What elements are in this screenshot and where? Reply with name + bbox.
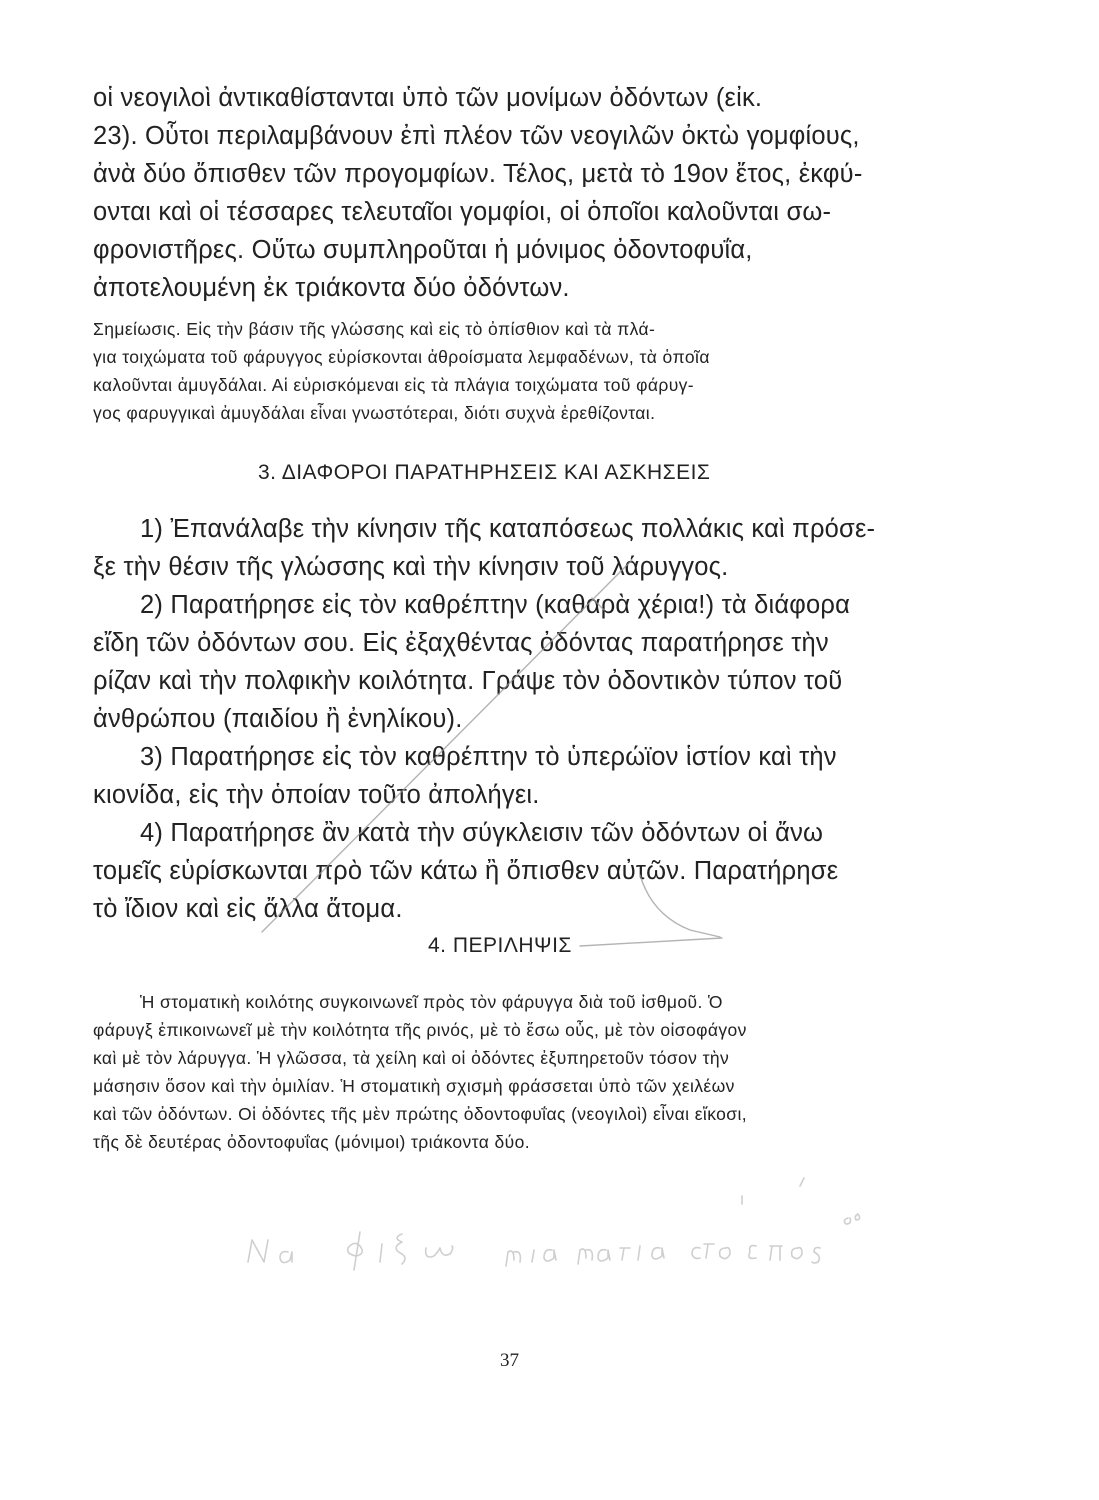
note-line: γος φαρυγγικαὶ ἀμυγδάλαι εἶναι γνωστότεραι, διότι συχνὰ ἐρεθίζονται. [93, 403, 656, 423]
summary-line: Ἡ στοματικὴ κοιλότης συγκοινωνεῖ πρὸς τὸν φάρυγγα διὰ τοῦ ἰσθμοῦ. Ὁ [140, 992, 723, 1012]
page-number: 37 [500, 1350, 519, 1371]
section-4-heading: 4. ΠΕΡΙΛΗΨΙΣ [428, 934, 572, 957]
summary-line: μάσησιν ὅσον καὶ τὴν ὁμιλίαν. Ἡ στοματικὴ σχισμὴ φράσσεται ὑπὸ τῶν χειλέων [93, 1076, 735, 1096]
note-line: για τοιχώματα τοῦ φάρυγγος εὑρίσκονται ἀθροίσματα λεμφαδένων, τὰ ὁποῖα [93, 347, 710, 367]
summary-line: τῆς δὲ δευτέρας ὀδοντοφυΐας (μόνιμοι) τριάκοντα δύο. [93, 1132, 531, 1152]
exercise-line: 3) Παρατήρησε εἰς τὸν καθρέπτην τὸ ὑπερώϊον ἱστίον καὶ τὴν [140, 743, 837, 771]
intro-line: φρονιστῆρες. Οὕτω συμπληροῦται ἡ μόνιμος ὀδοντοφυΐα, [93, 236, 753, 264]
summary-line: καὶ μὲ τὸν λάρυγγα. Ἡ γλῶσσα, τὰ χείλη καὶ οἱ ὀδόντες ἐξυπηρετοῦν τόσον τὴν [93, 1048, 730, 1068]
exercise-line: εἴδη τῶν ὀδόντων σου. Εἰς ἐξαχθέντας ὀδόντας παρατήρησε τὴν [93, 629, 829, 657]
exercise-line: ρίζαν καὶ τὴν πολφικὴν κοιλότητα. Γράψε τὸν ὀδοντικὸν τύπον τοῦ [93, 667, 843, 695]
exercise-line: τὸ ἴδιον καὶ εἰς ἄλλα ἄτομα. [93, 895, 403, 923]
intro-line: 23). Οὗτοι περιλαμβάνουν ἐπὶ πλέον τῶν νεογιλῶν ὀκτὼ γομφίους, [93, 122, 860, 150]
handwritten-scribble [248, 1178, 860, 1270]
note-line: Σημείωσις. Εἰς τὴν βάσιν τῆς γλώσσης καὶ εἰς τὸ ὀπίσθιον καὶ τὰ πλά- [93, 319, 656, 339]
exercise-line: ἀνθρώπου (παιδίου ἢ ἐνηλίκου). [93, 705, 463, 733]
intro-line: οἱ νεογιλοὶ ἀντικαθίστανται ὑπὸ τῶν μονίμων ὀδόντων (εἰκ. [93, 84, 763, 112]
note-line: καλοῦνται ἀμυγδάλαι. Αἱ εὑρισκόμεναι εἰς τὰ πλάγια τοιχώματα τοῦ φάρυγ- [93, 375, 695, 395]
exercise-line: 1) Ἐπανάλαβε τὴν κίνησιν τῆς καταπόσεως πολλάκις καὶ πρόσε- [140, 515, 876, 543]
exercise-line: κιονίδα, εἰς τὴν ὁποίαν τοῦτο ἀπολήγει. [93, 781, 540, 809]
summary-line: καὶ τῶν ὀδόντων. Οἱ ὀδόντες τῆς μὲν πρώτης ὀδοντοφυΐας (νεογιλοὶ) εἶναι εἴκοσι, [93, 1104, 748, 1124]
intro-line: ονται καὶ οἱ τέσσαρες τελευταῖοι γομφίοι, οἱ ὁποῖοι καλοῦνται σω- [93, 198, 832, 226]
exercise-line: τομεῖς εὑρίσκωνται πρὸ τῶν κάτω ἢ ὄπισθεν αὐτῶν. Παρατήρησε [93, 857, 839, 885]
exercise-line: 2) Παρατήρησε εἰς τὸν καθρέπτην (καθαρὰ χέρια!) τὰ διάφορα [140, 591, 851, 619]
section-3-heading: 3. ΔΙΑΦΟΡΟΙ ΠΑΡΑΤΗΡΗΣΕΙΣ ΚΑΙ ΑΣΚΗΣΕΙΣ [258, 461, 711, 484]
intro-line: ἀνὰ δύο ὄπισθεν τῶν προγομφίων. Τέλος, μετὰ τὸ 19ον ἔτος, ἐκφύ- [93, 160, 863, 188]
summary-line: φάρυγξ ἐπικοινωνεῖ μὲ τὴν κοιλότητα τῆς ρινός, μὲ τὸ ἔσω οὖς, μὲ τὸν οἰσοφάγον [93, 1020, 747, 1040]
exercise-line: ξε τὴν θέσιν τῆς γλώσσης καὶ τὴν κίνησιν τοῦ λάρυγγος. [93, 553, 729, 581]
intro-line: ἀποτελουμένη ἐκ τριάκοντα δύο ὀδόντων. [93, 274, 570, 302]
exercise-line: 4) Παρατήρησε ἂν κατὰ τὴν σύγκλεισιν τῶν ὀδόντων οἱ ἄνω [140, 819, 824, 847]
